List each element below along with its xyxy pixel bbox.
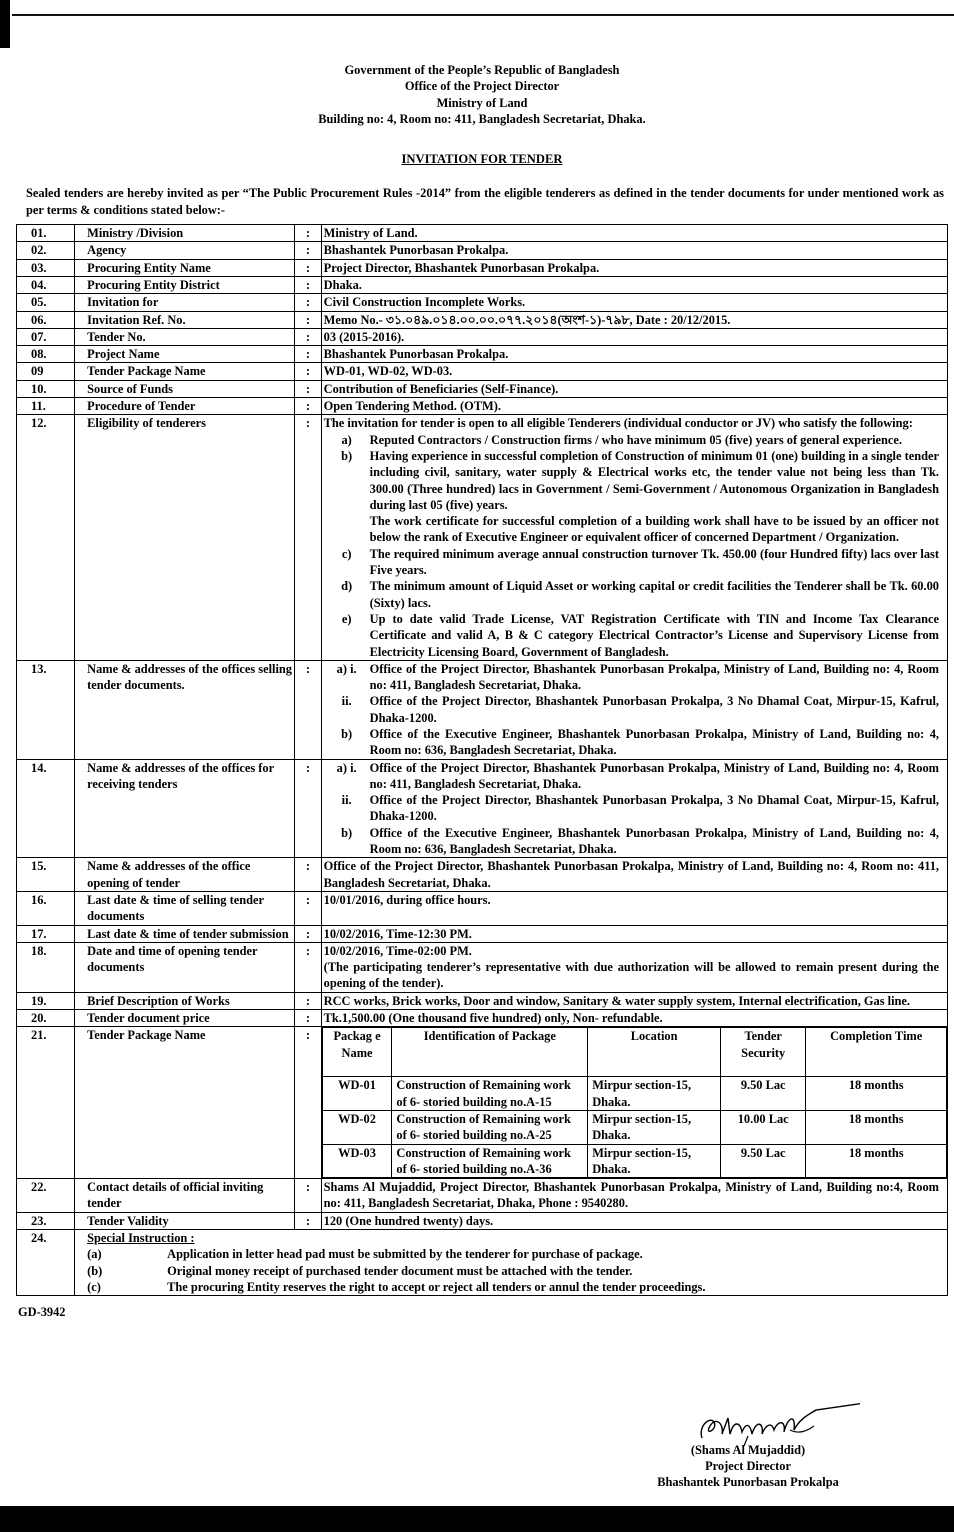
sub-item-key: a) [341,432,352,447]
item-number: 15. [17,858,75,892]
table-row [17,925,948,942]
special-instruction-item [87,1279,945,1295]
colon: : [295,759,321,858]
colon: : [295,242,321,259]
package-location: Mirpur section-15, Dhaka. [588,1144,721,1178]
item-value: Office of the Project Director, Bhashantek Punorbasan Prokalpa, Ministry of Land, Building no: 4, Room no: 411, Bangladesh Secretariat, Dhaka. [321,858,947,892]
colon: : [295,311,321,328]
item-number: 23. [17,1212,75,1229]
item-number: 07. [17,328,75,345]
item-label: Project Name [75,346,295,363]
package-cell [321,1027,947,1179]
package-name: WD-03 [322,1144,392,1178]
colon: : [295,942,321,992]
package-table [322,1027,947,1178]
item-number: 14. [17,759,75,858]
eligibility-item [324,513,939,546]
package-location: Mirpur section-15, Dhaka. [588,1110,721,1144]
signatory-organization: Bhashantek Punorbasan Prokalpa [657,1475,839,1489]
colon: : [295,363,321,380]
signature-block [640,1442,856,1490]
item-number: 09 [17,363,75,380]
table-row [17,363,948,380]
office-address [324,661,939,694]
package-data-row [322,1144,946,1178]
sub-item-text: The work certificate for successful completion of a building work shall have to be issued by an officer not below the rank of Executive Engineer or equivalent officer of concerned Department / Organization. [369,514,939,545]
package-header-row [322,1028,946,1077]
colon: : [295,992,321,1009]
top-rule [12,14,954,16]
table-row [17,346,948,363]
receiving-offices [321,759,947,858]
item-value: Contribution of Beneficiaries (Self-Finance). [321,380,947,397]
bottom-border [0,1506,954,1532]
item-label: Last date & time of selling tender documents [75,891,295,925]
item-number: 12. [17,415,75,660]
sub-item-key: ii. [341,793,352,808]
opening-details [321,942,947,992]
special-instruction-item [87,1263,945,1279]
sub-item-text: Having experience in successful completion of Construction of minimum 01 (one) building in a single tender including civil, sanitary, water supply & Electrical works etc, the tender value not being less than Tk. 300.00 (Three hundred) lacs in Government / Semi-Government / Autonomous Organization in Bangladesh during last 05 (five) years. [369,448,939,512]
item-label: Date and time of opening tender documents [75,942,295,992]
eligibility-item [324,611,939,660]
item-number: 06. [17,311,75,328]
item-value: Open Tendering Method. (OTM). [321,398,947,415]
item-value: Civil Construction Incomplete Works. [321,294,947,311]
tender-notice [16,62,948,1320]
colon: : [295,1179,321,1213]
table-row [17,891,948,925]
item-number: 01. [17,225,75,242]
item-number: 22. [17,1179,75,1213]
package-column-header: Location [588,1028,721,1077]
item-number: 11. [17,398,75,415]
colon: : [295,294,321,311]
package-data-row [322,1077,946,1111]
item-value: 10/02/2016, Time-12:30 PM. [321,925,947,942]
package-name: WD-02 [322,1110,392,1144]
item-label: Last date & time of tender submission [75,925,295,942]
item-value: Dhaka. [321,276,947,293]
item-label: Invitation for [75,294,295,311]
colon: : [295,415,321,660]
sub-item-text: Office of the Project Director, Bhashantek Punorbasan Prokalpa, 3 No Dhamal Coat, Mirpur-15, Kafrul, Dhaka-1200. [369,793,939,824]
tender-details-table [16,224,948,1296]
item-value: 10/01/2016, during office hours. [321,891,947,925]
table-row [17,1212,948,1229]
office-address [324,693,939,726]
item-label: Procedure of Tender [75,398,295,415]
table-row [17,858,948,892]
package-ident: Construction of Remaining work of 6- storied building no.A-36 [392,1144,588,1178]
table-row [17,992,948,1009]
item-value: Tk.1,500.00 (One thousand five hundred) only, Non- refundable. [321,1010,947,1027]
item-label: Invitation Ref. No. [75,311,295,328]
special-instruction-heading: Special Instruction : [87,1231,195,1245]
item-label: Source of Funds [75,380,295,397]
office-address [324,792,939,825]
item-number: 16. [17,891,75,925]
instruction-key: (a) [87,1247,102,1262]
table-row [17,242,948,259]
package-time: 18 months [806,1110,947,1144]
sub-item-text: The minimum amount of Liquid Asset or working capital or credit facilities the Tenderer shall be Tk. 60.00 (Sixty) lacs. [369,579,939,610]
item-number: 05. [17,294,75,311]
letterhead [16,62,948,127]
sub-item-text: The required minimum average annual construction turnover Tk. 450.00 (four Hundred fifty) lacs over last Five years. [369,546,939,578]
selling-offices-row [17,660,948,759]
item-number: 24. [17,1230,75,1296]
special-instruction-item [87,1246,945,1262]
item-label: Procuring Entity Name [75,259,295,276]
colon: : [295,660,321,759]
item-label: Brief Description of Works [75,992,295,1009]
item-value: Bhashantek Punorbasan Prokalpa. [321,346,947,363]
package-ident: Construction of Remaining work of 6- storied building no.A-15 [392,1077,588,1111]
package-row [17,1027,948,1179]
table-row [17,1010,948,1027]
item-number: 02. [17,242,75,259]
colon: : [295,398,321,415]
item-value: RCC works, Brick works, Door and window, Sanitary & water supply system, Internal electrification, Gas line. [321,992,947,1009]
colon: : [295,380,321,397]
colon: : [295,858,321,892]
sub-item-key: a) i. [336,661,357,676]
item-number: 20. [17,1010,75,1027]
special-instruction [75,1230,948,1296]
sub-item-text: Office of the Executive Engineer, Bhashantek Punorbasan Prokalpa, Ministry of Land, Building no: 4, Room no: 636, Bangladesh Secretariat, Dhaka. [369,825,939,857]
item-value: Memo No.- ৩১.০৪৯.০১৪.০০.০০.০৭৭.২০১৪(অংশ-১)-৭৯৮, Date : 20/12/2015. [321,311,947,328]
header-line-2: Office of the Project Director [404,79,560,94]
item-label: Tender No. [75,328,295,345]
colon: : [295,328,321,345]
item-label: Procuring Entity District [75,276,295,293]
eligibility-item [324,578,939,611]
instruction-key: (c) [87,1279,101,1294]
package-column-header: Completion Time [806,1028,947,1077]
colon: : [295,1027,321,1179]
sub-item-key: b) [341,825,353,840]
top-border [0,0,954,48]
signatory-name: (Shams Al Mujaddid) [690,1443,806,1457]
instruction-key: (b) [87,1263,103,1278]
gd-number: GD-3942 [18,1305,66,1320]
table-row [17,380,948,397]
sub-item-text: Office of the Project Director, Bhashantek Punorbasan Prokalpa, 3 No Dhamal Coat, Mirpur-15, Kafrul, Dhaka-1200. [369,694,939,725]
table-row [17,294,948,311]
item-label: Tender document price [75,1010,295,1027]
colon: : [295,1010,321,1027]
table-row [17,398,948,415]
eligibility-item [324,432,939,448]
eligibility-intro: The invitation for tender is open to all eligible Tenderers (individual conductor or JV) who satisfy the following: [323,416,913,431]
package-time: 18 months [806,1077,947,1111]
package-time: 18 months [806,1144,947,1178]
item-value: 120 (One hundred twenty) days. [321,1212,947,1229]
sub-item-key: c) [341,546,352,561]
item-label: Eligibility of tenderers [75,415,295,660]
instruction-text: Original money receipt of purchased tender document must be attached with the tender. [167,1263,633,1278]
colon: : [295,891,321,925]
colon: : [295,259,321,276]
package-security: 9.50 Lac [721,1144,806,1178]
receiving-offices-row [17,759,948,858]
table-row [17,328,948,345]
sub-item-key: d) [341,579,353,594]
instruction-text: The procuring Entity reserves the right to accept or reject all tenders or annul the tender proceedings. [167,1279,706,1294]
table-row [17,276,948,293]
colon: : [295,346,321,363]
sub-item-key: e) [341,611,352,626]
item-number: 04. [17,276,75,293]
colon: : [295,225,321,242]
sub-item-text: Office of the Project Director, Bhashantek Punorbasan Prokalpa, Ministry of Land, Building no: 4, Room no: 411, Bangladesh Secretariat, Dhaka. [369,661,939,693]
intro-paragraph: Sealed tenders are hereby invited as per “The Public Procurement Rules -2014” from the eligible tenderers as defined in the tender documents for under mentioned work as per terms & conditions stated below:- [26,186,944,217]
sub-item-key [324,513,370,546]
opening-date: 10/02/2016, Time-02:00 PM. [323,943,472,958]
item-number: 21. [17,1027,75,1179]
item-number: 17. [17,925,75,942]
item-label: Ministry /Division [75,225,295,242]
sub-item-key: b) [341,726,353,741]
item-number: 19. [17,992,75,1009]
header-line-1: Government of the People’s Republic of Bangladesh [344,63,620,77]
signature-image [640,1400,860,1448]
office-address [324,825,939,858]
eligibility-item [324,546,939,579]
package-column-header: Tender Security [721,1028,806,1077]
item-label: Agency [75,242,295,259]
item-label: Contact details of official inviting tender [75,1179,295,1213]
opening-note: (The participating tenderer’s representative with due authorization will be allowed to remain present during the opening of the tender). [323,960,939,991]
eligibility-criteria [321,415,947,660]
colon: : [295,1212,321,1229]
sub-item-text: Office of the Project Director, Bhashantek Punorbasan Prokalpa, Ministry of Land, Building no: 4, Room no: 411, Bangladesh Secretariat, Dhaka. [369,760,939,791]
package-data-row [322,1110,946,1144]
eligibility-item [324,448,939,513]
package-name: WD-01 [322,1077,392,1111]
item-value: Ministry of Land. [321,225,947,242]
item-number: 03. [17,259,75,276]
item-label: Name & addresses of the offices for receiving tenders [75,759,295,858]
opening-row [17,942,948,992]
package-column-header: Packag e Name [322,1028,392,1077]
item-label: Tender Package Name [75,363,295,380]
header-line-3: Ministry of Land [436,95,528,110]
table-row [17,1179,948,1213]
selling-offices [321,660,947,759]
colon: : [295,925,321,942]
package-location: Mirpur section-15, Dhaka. [588,1077,721,1111]
package-security: 9.50 Lac [721,1077,806,1111]
signatory-title: Project Director [705,1459,791,1473]
item-value: WD-01, WD-02, WD-03. [321,363,947,380]
sub-item-text: Office of the Executive Engineer, Bhashantek Punorbasan Prokalpa, Ministry of Land, Building no: 4, Room no: 636, Bangladesh Secretariat, Dhaka. [369,726,939,758]
office-address [324,760,939,793]
item-label: Name & addresses of the office opening of tender [75,858,295,892]
item-value: Bhashantek Punorbasan Prokalpa. [321,242,947,259]
sub-item-key: b) [341,448,353,463]
special-instruction-row [17,1230,948,1296]
sub-item-text: Reputed Contractors / Construction firms / who have minimum 05 (five) years of general experience. [369,432,903,447]
item-label: Name & addresses of the offices selling tender documents. [75,660,295,759]
item-value: Project Director, Bhashantek Punorbasan Prokalpa. [321,259,947,276]
item-value: 03 (2015-2016). [321,328,947,345]
item-number: 10. [17,380,75,397]
instruction-text: Application in letter head pad must be submitted by the tenderer for purchase of package. [167,1247,643,1262]
package-ident: Construction of Remaining work of 6- storied building no.A-25 [392,1110,588,1144]
colon: : [295,276,321,293]
item-label: Tender Validity [75,1212,295,1229]
page-title: INVITATION FOR TENDER [401,152,563,167]
item-number: 13. [17,660,75,759]
item-label: Tender Package Name [75,1027,295,1179]
package-security: 10.00 Lac [721,1110,806,1144]
table-row [17,225,948,242]
sub-item-key: a) i. [336,760,357,775]
item-number: 18. [17,942,75,992]
table-row [17,311,948,328]
sub-item-text: Up to date valid Trade License, VAT Registration Certificate with TIN and Income Tax Clearance Certificate and valid A, B & C category Electrical Contractor’s License and Supervisory License from Electricity Licensing Board, Government of Bangladesh. [369,611,939,659]
item-value: Shams Al Mujaddid, Project Director, Bhashantek Punorbasan Prokalpa, Ministry of Land, Building no:4, Room no: 411, Bangladesh Secretariat, Dhaka, Phone : 9540280. [321,1179,947,1213]
package-column-header: Identification of Package [392,1028,588,1077]
office-address [324,726,939,759]
eligibility-row [17,415,948,660]
table-row [17,259,948,276]
left-edge-bar [0,0,10,48]
header-line-4: Building no: 4, Room no: 411, Bangladesh Secretariat, Dhaka. [318,111,646,126]
item-number: 08. [17,346,75,363]
sub-item-key: ii. [341,694,352,709]
